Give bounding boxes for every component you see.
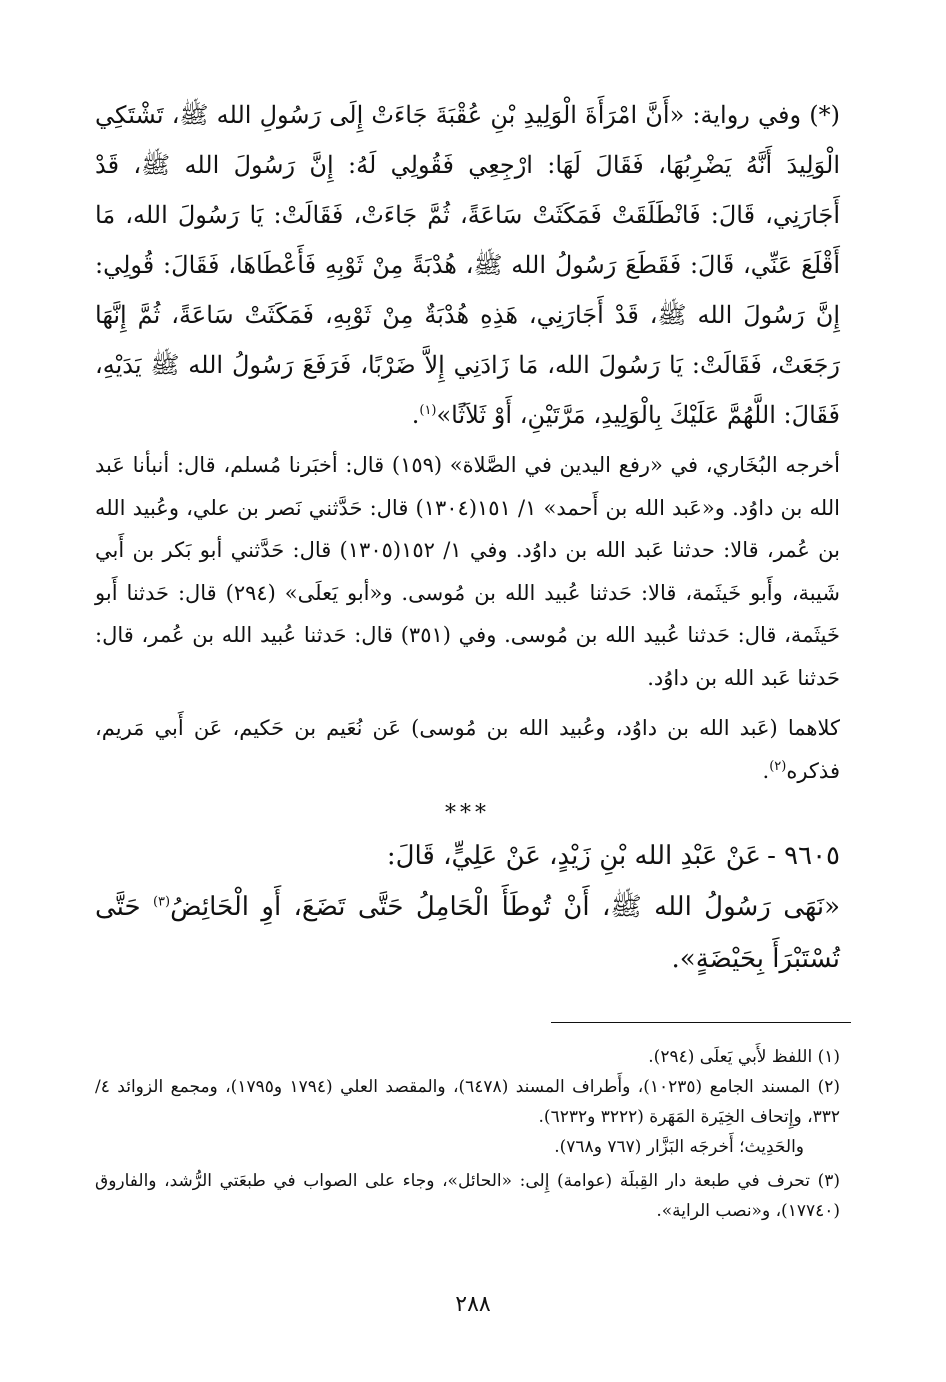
footnote-marker-3[interactable]: (٣): [152, 894, 171, 910]
footnote-3: (٣) تحرف في طبعة دار القِبلَة (عوامة) إِلى: «الحائل»، وجاء على الصواب في طبعَتي الرُّشد، والفاروق (١٧٧٤٠)، و«نصب الراية».: [95, 1171, 840, 1221]
kilahuma-paragraph: [95, 707, 840, 793]
riwaya-paragraph: [95, 90, 840, 440]
footnote-2-continuation: والحَدِيث؛ أَخرجَه البَزَّار (٧٦٧ و٧٦٨).: [554, 1137, 804, 1157]
riwaya-end: .: [411, 401, 420, 429]
footnote-marker-1[interactable]: (١): [419, 403, 437, 418]
kilahuma-text: كلاهما (عَبد الله بن داوُد، وعُبيد الله بن مُوسى) عَن نُعَيم بن حَكيم، عَن أَبي مَريم، فذكره: [95, 716, 840, 783]
hadith-matn: [95, 881, 840, 985]
hadith-heading: [95, 833, 840, 879]
footnote-marker-2[interactable]: (٢): [769, 759, 787, 774]
hadith-isnad: عَنْ عَبْدِ الله بْنِ زَيْدٍ، عَنْ عَلِيٍّ، قَالَ:: [386, 841, 762, 871]
hadith-matn-end: حَتَّى تُسْتَبْرَأَ بِحَيْضَةٍ».: [95, 892, 840, 974]
page-body: [95, 90, 840, 985]
hadith-number: ٩٦٠٥ -: [767, 841, 840, 871]
page-number: ٢٨٨: [455, 1292, 491, 1317]
hadith-matn-start: «نَهَى رَسُولُ الله ﷺ، أَنْ تُوطَأَ الْحَامِلُ حَتَّى تَضَعَ، أَوِ الْحَائِضُ: [170, 892, 840, 922]
footnote-2: (٢) المسند الجامع (١٠٢٣٥)، وأَطراف المسند (٦٤٧٨)، والمقصد العلي (١٧٩٤ و١٧٩٥)، ومجمع الزوائد ٤/ ٣٣٢، وإِتحاف الخِيَرة المَهَرة (٣٢٢٢ و٦٢٣٢).: [95, 1077, 840, 1127]
riwaya-text: (*) وفي رواية: «أَنَّ امْرَأَةَ الْوَلِيدِ بْنِ عُقْبَةَ جَاءَتْ إِلَى رَسُولِ الله ﷺ، تَشْتَكِي الْوَلِيدَ أَنَّهُ يَضْرِبُهَا، فَقَالَ لَهَا: ارْجِعِي فَقُولِي لَهُ: إِنَّ رَسُولَ الله ﷺ، قَدْ أَجَارَنِي، قَالَ: فَانْطَلَقَتْ فَمَكَثَتْ سَاعَةً، ثُمَّ جَاءَتْ، فَقَالَتْ: يَا رَسُولَ الله، مَا أَقْلَعَ عَنِّي، قَالَ: فَقَطَعَ رَسُولُ الله ﷺ، هُدْبَةً مِنْ ثَوْبِهِ فَأَعْطَاهَا، فَقَالَ: قُولِي: إِنَّ رَسُولَ الله ﷺ، قَدْ أَجَارَنِي، هَذِهِ هُدْبَةٌ مِنْ ثَوْبِهِ، فَمَكَثَتْ سَاعَةً، ثُمَّ إِنَّهَا رَجَعَتْ، فَقَالَتْ: يَا رَسُولَ الله، مَا زَادَنِي إِلاَّ ضَرْبًا، فَرَفَعَ رَسُولُ الله ﷺ يَدَيْهِ، فَقَالَ: اللَّهُمَّ عَلَيْكَ بِالْوَلِيدِ، مَرَّتَيْنِ، أَوْ ثَلاَثًا»: [95, 101, 840, 429]
kilahuma-end: .: [762, 759, 770, 783]
footnote-1: (١) اللفظ لأَبي يَعلَى (٢٩٤).: [648, 1047, 840, 1067]
takhrij-paragraph: أخرجه البُخَاري، في «رفع اليدين في الصَّلاة» (١٥٩) قال: أخبَرنا مُسلم، قال: أنبأنا عَبد الله بن داوُد. و«عَبد الله بن أَحمد» ١/ ١٥١(١٣٠٤) قال: حَدَّثني نَصر بن علي، وعُبيد الله بن عُمر، قالا: حدثنا عَبد الله بن داوُد. وفي ١/ ١٥٢(١٣٠٥) قال: حَدَّثني أبو بَكر بن أَبي شَيبة، وأَبو خَيثَمة، قالا: حَدثنا عُبيد الله بن مُوسى. و«أبو يَعلَى» (٢٩٤) قال: حَدثنا أَبو خَيثَمة، قال: حَدثنا عُبيد الله بن مُوسى. وفي (٣٥١) قال: حَدثنا عُبيد الله بن عُمر، قال: حَدثنا عَبد الله بن داوُد.: [95, 453, 841, 690]
section-separator: ***: [445, 801, 490, 826]
footnotes-section: [95, 1042, 840, 1226]
footnote-divider: [551, 1022, 851, 1023]
